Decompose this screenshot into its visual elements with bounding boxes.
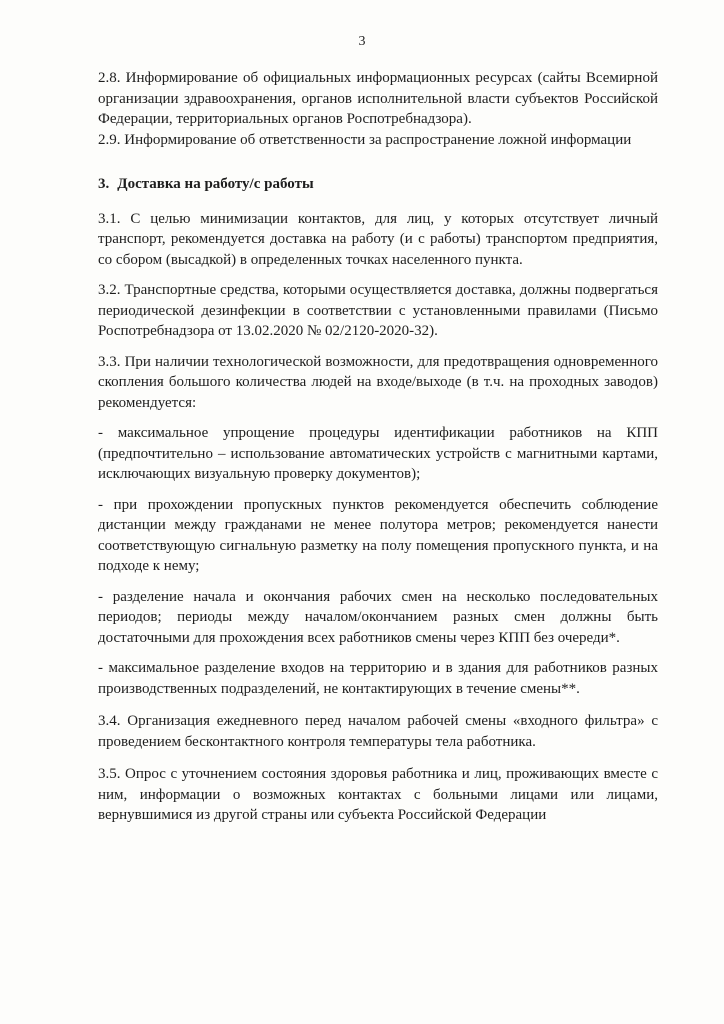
section-heading — [98, 174, 658, 195]
list-item-bullet-3: - разделение начала и окончания рабочих смен на несколько последовательных периодов; периоды между началом/окончанием разных смен должны быть достаточными для прохождения всех работников смены через КПП без очереди*. — [98, 588, 658, 646]
paragraph-3-5: 3.5. Опрос с уточнением состояния здоровья работника и лиц, проживающих вместе с ним, информации о возможных контактах с больными лицами или лицами, вернувшимися из другой страны или субъекта Российской Федерации — [98, 766, 658, 823]
list-item-bullet-4: - максимальное разделение входов на территорию и в здания для работников разных производственных подразделений, не контактирующих в течение смены**. — [98, 660, 658, 697]
paragraph-2-8: 2.8. Информирование об официальных информационных ресурсах (сайты Всемирной организации здравоохранения, органов исполнительной власти субъектов Российской Федерации, территориальных органов Роспотребнадзора). — [98, 70, 658, 127]
paragraph-3-4: 3.4. Организация ежедневного перед началом рабочей смены «входного фильтра» с проведением бесконтактного контроля температуры тела работника. — [98, 713, 658, 750]
paragraph-3-1: 3.1. С целью минимизации контактов, для лиц, у которых отсутствует личный транспорт, рекомендуется доставка на работу (и с работы) транспортом предприятия, со сбором (высадкой) в определенных точках населенного пункта. — [98, 210, 658, 268]
paragraph-3-3: 3.3. При наличии технологической возможности, для предотвращения одновременного скопления большого количества людей на входе/выходе (в т.ч. на проходных заводов) рекомендуется: — [98, 353, 658, 411]
paragraph-2-9: 2.9. Информирование об ответственности за распространение ложной информации — [98, 131, 632, 148]
list-item-bullet-2: - при прохождении пропускных пунктов рекомендуется обеспечить соблюдение дистанции между гражданами не менее полутора метров; рекомендуется нанести соответствующую сигнальную разметку на полу помещения пропускного пункта, и на подходе к нему; — [98, 496, 658, 574]
list-item-bullet-1: - максимальное упрощение процедуры идентификации работников на КПП (предпочтительно – использование автоматических устройств с магнитными картами, исключающих визуальную проверку документов); — [98, 425, 658, 482]
paragraph-3-2: 3.2. Транспортные средства, которыми осуществляется доставка, должны подвергаться периодической дезинфекции в соответствии с установленными правилами (Письмо Роспотребнадзора от 13.02.2020 № 02/2120-2020-32). — [98, 282, 658, 339]
page-number: 3 — [358, 34, 366, 49]
document-body — [98, 68, 658, 826]
section-title: Доставка на работу/с работы — [117, 176, 314, 192]
section-number: 3. — [98, 176, 110, 192]
